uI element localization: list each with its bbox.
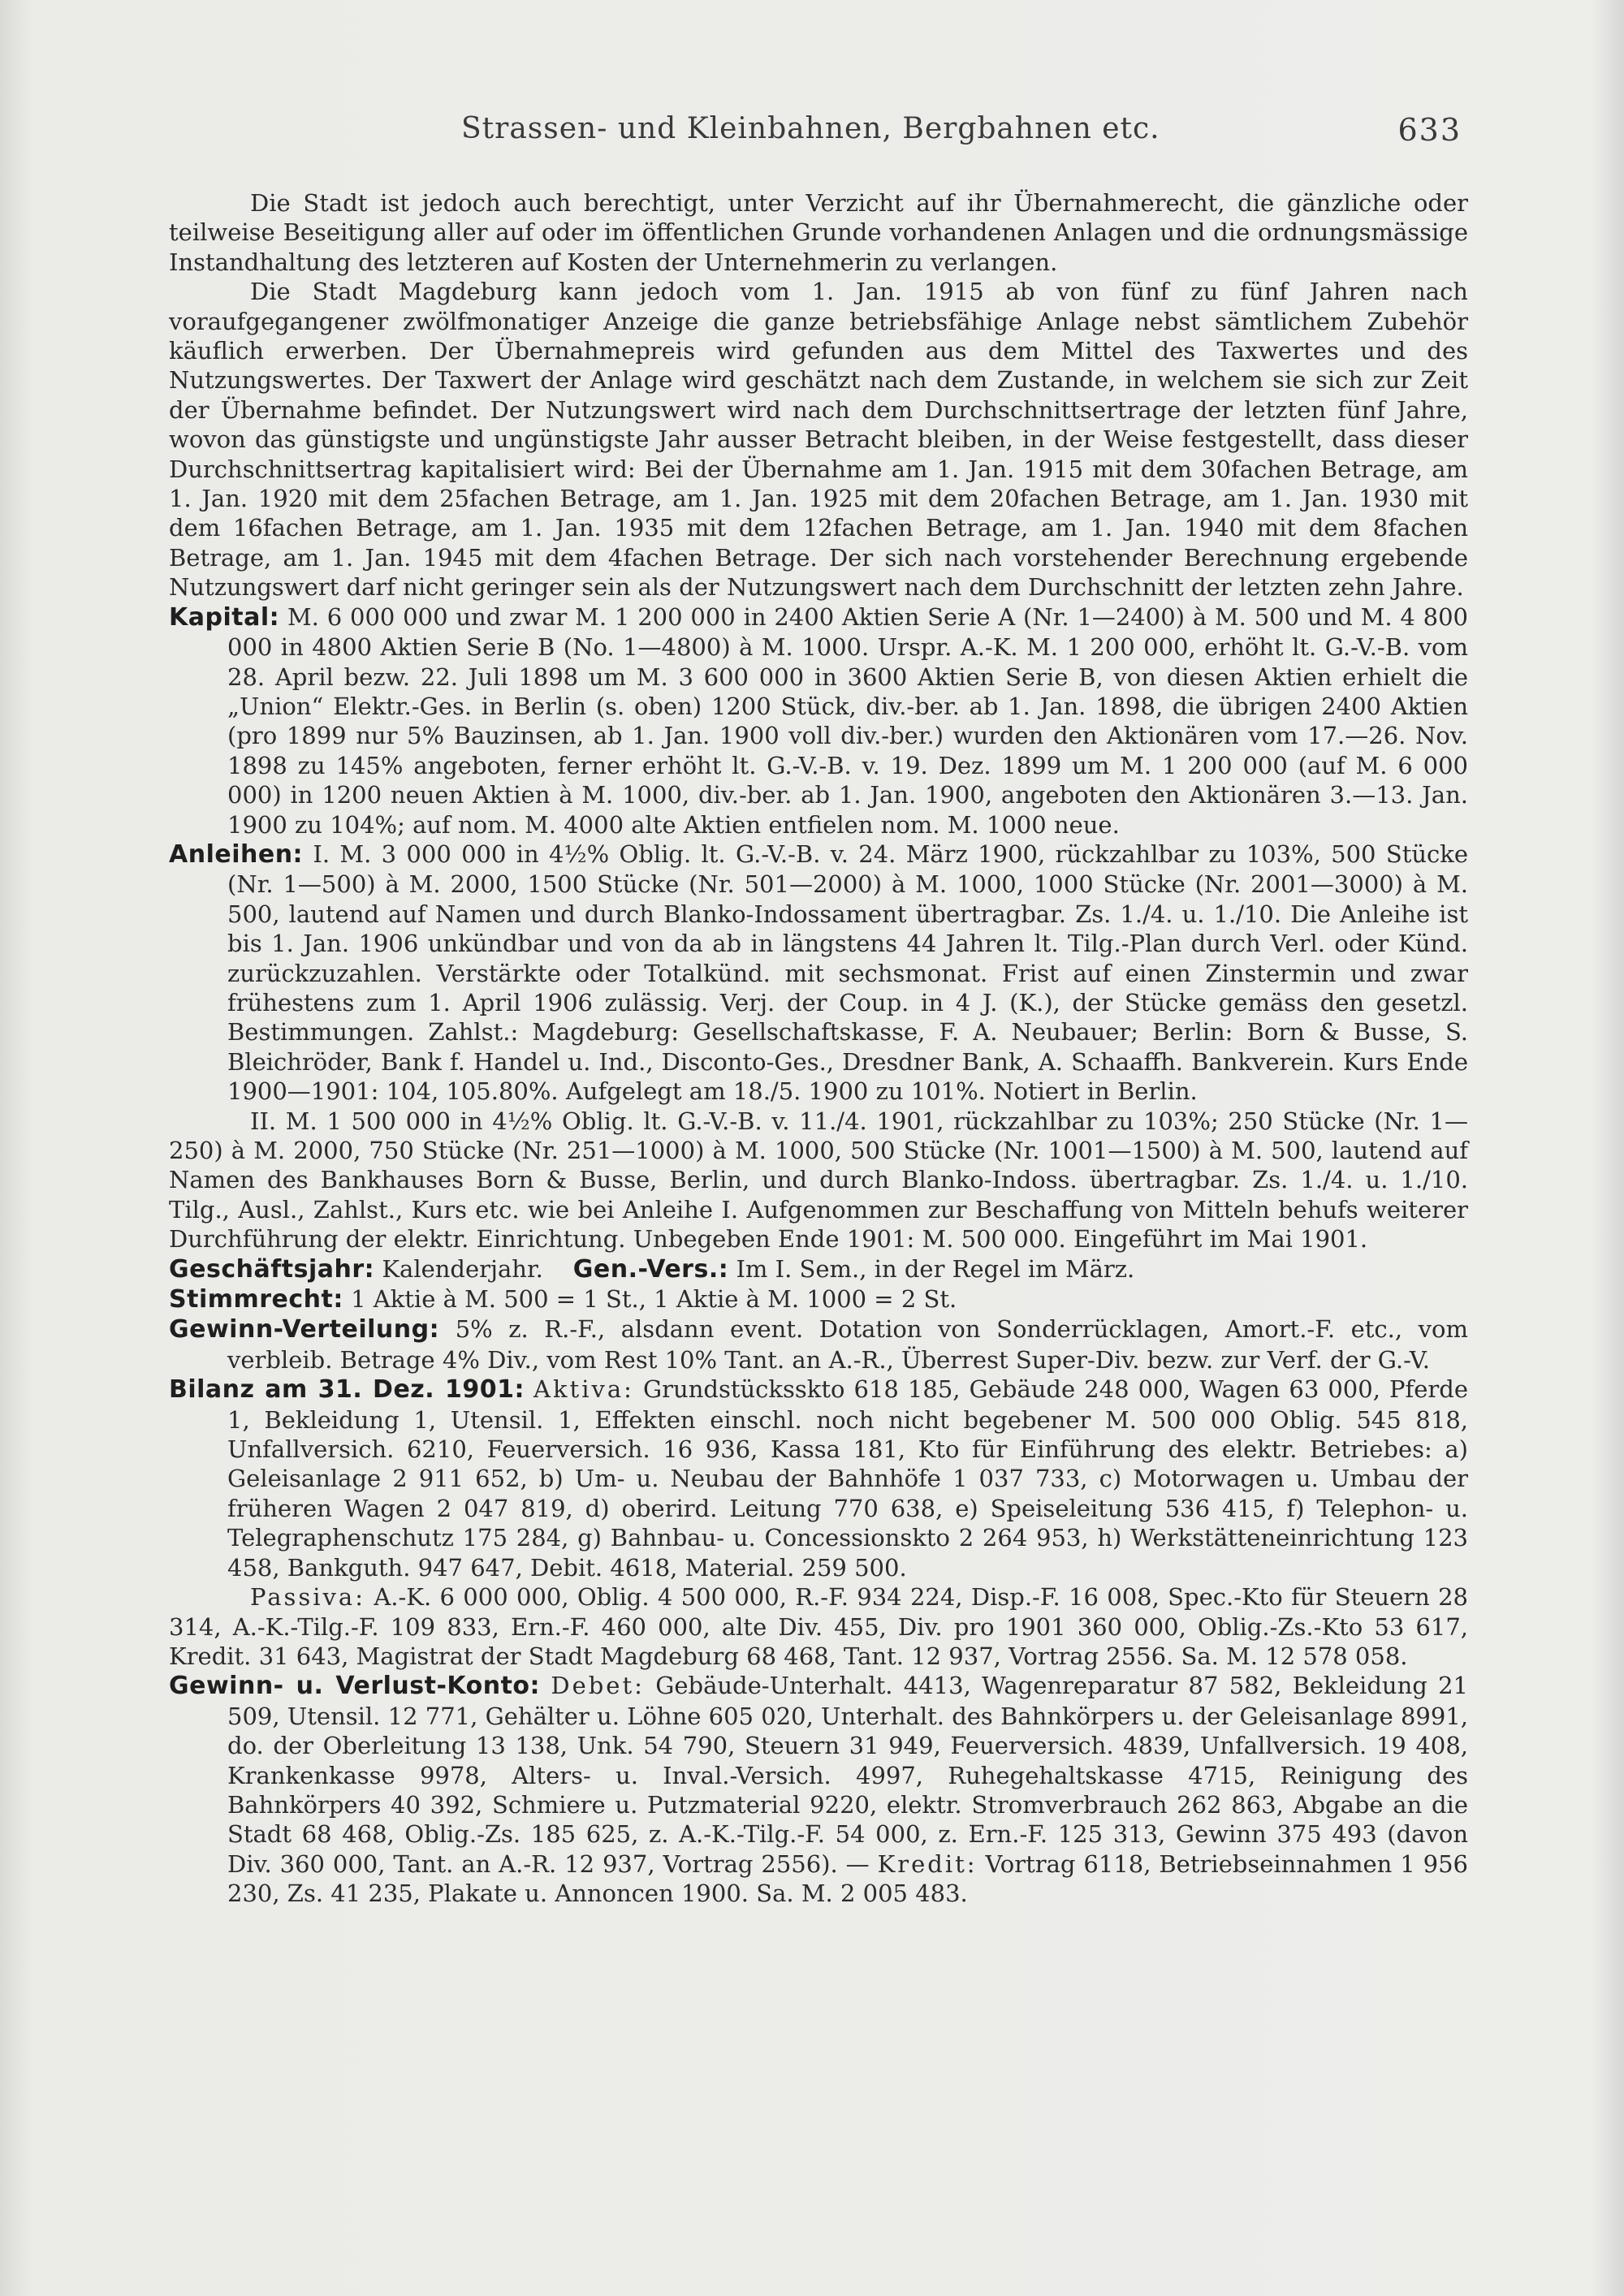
- page-number: 633: [1397, 112, 1462, 148]
- section-gewinn-verlust: [169, 1671, 1468, 1908]
- label-bilanz: Bilanz am 31. Dez. 1901:: [169, 1375, 525, 1405]
- section-stimmrecht: [169, 1284, 1468, 1314]
- label-debet: Debet:: [551, 1672, 645, 1700]
- label-kredit: Kredit:: [877, 1849, 978, 1878]
- section-gewinn-verteilung: [169, 1314, 1468, 1375]
- text-kapital: M. 6 000 000 und zwar M. 1 200 000 in 2400 Aktien Serie A (Nr. 1—2400) à M. 500 und M. 4 800 000 in 4800 Aktien Serie B (No. 1—4800) à M. 1000. Urspr. A.-K. M. 1 200 000, erhöht lt. G.-V.-B. vom 28. April bezw. 22. Juli 1898 um M. 3 600 000 in 3600 Aktien Serie B, von diesen Aktien erhielt die „Union“ Elektr.-Ges. in Berlin (s. oben) 1200 Stück, div.-ber. ab 1. Jan. 1898, die übrigen 2400 Aktien (pro 1899 nur 5% Bauzinsen, ab 1. Jan. 1900 voll div.-ber.) wurden den Aktionären vom 17.—26. Nov. 1898 zu 145% angeboten, ferner erhöht lt. G.-V.-B. v. 19. Dez. 1899 um M. 1 200 000 (auf M. 6 000 000) in 1200 neuen Aktien à M. 1000, div.-ber. ab 1. Jan. 1900, angeboten den Aktionären 3.—13. Jan. 1900 zu 104%; auf nom. M. 4000 alte Aktien entfielen nom. M. 1000 neue.: [227, 602, 1469, 839]
- label-aktiva: Aktiva:: [533, 1375, 634, 1404]
- header-title: Strassen- und Kleinbahnen, Bergbahnen etc.: [461, 112, 1160, 145]
- section-anleihe-2: [169, 1107, 1468, 1254]
- paragraph-takeover-right: Die Stadt ist jedoch auch berechtigt, unter Verzicht auf ihr Übernahmerecht, die gänzliche oder teilweise Beseitigung aller auf oder im öffentlichen Grunde vorhandenen Anlagen und die ordnungsmässige Instandhaltung des letzteren auf Kosten der Unternehmerin zu verlangen.: [169, 189, 1468, 276]
- label-gewinn-verlust: Gewinn- u. Verlust-Konto:: [169, 1672, 541, 1701]
- text-gen-vers: Im I. Sem., in der Regel im März.: [736, 1254, 1135, 1283]
- section-geschaeftsjahr: [169, 1254, 1468, 1284]
- text-geschaeftsjahr: Kalenderjahr.: [382, 1254, 543, 1283]
- text-anleihe-2: II. M. 1 500 000 in 4½% Oblig. lt. G.-V.-B. v. 11./4. 1901, rückzahlbar zu 103%; 250 Stücke (Nr. 1—250) à M. 2000, 750 Stücke (Nr. 251—1000) à M. 1000, 500 Stücke (Nr. 1001—1500) à M. 500, lautend auf Namen des Bankhauses Born & Busse, Berlin, und durch Blanko-Indoss. übertragbar. Zs. 1./4. u. 1./10. Tilg., Ausl., Zahlst., Kurs etc. wie bei Anleihe I. Aufgenommen zur Beschaffung von Mitteln behufs weiterer Durchführung der elektr. Einrichtung. Unbegeben Ende 1901: M. 500 000. Eingeführt im Mai 1901.: [169, 1107, 1468, 1254]
- label-geschaeftsjahr: Geschäftsjahr:: [169, 1254, 375, 1284]
- label-gewinn-verteilung: Gewinn-Verteilung:: [169, 1315, 440, 1344]
- section-anleihen: [169, 839, 1468, 1107]
- paragraph-purchase-terms: Die Stadt Magdeburg kann jedoch vom 1. Jan. 1915 ab von fünf zu fünf Jahren nach voraufgegangener zwölfmonatiger Anzeige die ganze betriebsfähige Anlage nebst sämtlichem Zubehör käuflich erwerben. Der Übernahmepreis wird gefunden aus dem Mittel des Taxwertes und des Nutzungswertes. Der Taxwert der Anlage wird geschätzt nach dem Zustande, in welchem sie sich zur Zeit der Übernahme befindet. Der Nutzungswert wird nach dem Durchschnittsertrage der letzten fünf Jahre, wovon das günstigste und ungünstigste Jahr ausser Betracht bleiben, in der Weise festgestellt, dass dieser Durchschnittsertrag kapitalisiert wird: Bei der Übernahme am 1. Jan. 1915 mit dem 30fachen Betrage, am 1. Jan. 1920 mit dem 25fachen Betrage, am 1. Jan. 1925 mit dem 20fachen Betrage, am 1. Jan. 1930 mit dem 16fachen Betrage, am 1. Jan. 1935 mit dem 12fachen Betrage, am 1. Jan. 1940 mit dem 8fachen Betrage, am 1. Jan. 1945 mit dem 4fachen Betrage. Der sich nach vorstehender Berechnung ergebende Nutzungswert darf nicht geringer sein als der Nutzungswert nach dem Durchschnitt der letzten zehn Jahre.: [169, 278, 1468, 602]
- section-kapital: [169, 602, 1468, 839]
- section-passiva: [169, 1582, 1468, 1671]
- text-gewinn-verteilung: 5% z. R.-F., alsdann event. Dotation von Sonderrücklagen, Amort.-F. etc., vom verbleib. Betrage 4% Div., vom Rest 10% Tant. an A.-R., Überrest Super-Div. bezw. zur Verf. der G.-V.: [227, 1315, 1468, 1374]
- label-gen-vers: Gen.-Vers.:: [572, 1254, 729, 1284]
- label-kapital: Kapital:: [169, 602, 280, 632]
- page-body: [169, 188, 1468, 1909]
- label-stimmrecht: Stimmrecht:: [169, 1285, 343, 1314]
- label-passiva: Passiva:: [250, 1583, 365, 1612]
- text-anleihe-1: I. M. 3 000 000 in 4½% Oblig. lt. G.-V.-B. v. 24. März 1900, rückzahlbar zu 103%, 500 Stücke (Nr. 1—500) à M. 2000, 1500 Stücke (Nr. 501—2000) à M. 1000, 1000 Stücke (Nr. 2001—3000) à M. 500, lautend auf Namen und durch Blanko-Indossament übertragbar. Zs. 1./4. u. 1./10. Die Anleihe ist bis 1. Jan. 1906 unkündbar und von da ab in längstens 44 Jahren lt. Tilg.-Plan durch Verl. oder Künd. zurückzuzahlen. Verstärkte oder Totalkünd. mit sechsmonat. Frist auf einen Zinstermin und zwar frühestens zum 1. April 1906 zulässig. Verj. der Coup. in 4 J. (K.), der Stücke gemäss den gesetzl. Bestimmungen. Zahlst.: Magdeburg: Gesellschaftskasse, F. A. Neubauer; Berlin: Born & Busse, S. Bleichröder, Bank f. Handel u. Ind., Disconto-Ges., Dresdner Bank, A. Schaaffh. Bankverein. Kurs Ende 1900—1901: 104, 105.80%. Aufgelegt am 18./5. 1900 zu 101%. Notiert in Berlin.: [227, 839, 1469, 1106]
- text-stimmrecht: 1 Aktie à M. 500 = 1 St., 1 Aktie à M. 1000 = 2 St.: [351, 1285, 957, 1314]
- running-header: [169, 112, 1462, 153]
- text-passiva: A.-K. 6 000 000, Oblig. 4 500 000, R.-F. 934 224, Disp.-F. 16 008, Spec.-Kto für Steuern 28 314, A.-K.-Tilg.-F. 109 833, Ern.-F. 460 000, alte Div. 455, Div. pro 1901 360 000, Oblig.-Zs.-Kto 53 617, Kredit. 31 643, Magistrat der Stadt Magdeburg 68 468, Tant. 12 937, Vortrag 2556. Sa. M. 12 578 058.: [169, 1583, 1469, 1670]
- text-kredit: Vortrag 6118, Betriebseinnahmen 1 956 230, Zs. 41 235, Plakate u. Annoncen 1900. Sa. M. 2 005 483.: [227, 1849, 1469, 1908]
- label-anleihen: Anleihen:: [169, 839, 304, 869]
- section-bilanz-aktiva: [169, 1375, 1468, 1582]
- text-aktiva: Grundstücksskto 618 185, Gebäude 248 000, Wagen 63 000, Pferde 1, Bekleidung 1, Utensil. 1, Effekten einschl. noch nicht begebener M. 500 000 Oblig. 545 818, Unfallversich. 6210, Feuerversich. 16 936, Kassa 181, Kto für Einführung des elektr. Betriebes: a) Geleisanlage 2 911 652, b) Um- u. Neubau der Bahnhöfe 1 037 733, c) Motorwagen u. Umbau der früheren Wagen 2 047 819, d) oberird. Leitung 770 638, e) Speiseleitung 536 415, f) Telephon- u. Telegraphenschutz 175 284, g) Bahnbau- u. Concessionskto 2 264 953, h) Werkstätteneinrichtung 123 458, Bankguth. 947 647, Debit. 4618, Material. 259 500.: [227, 1375, 1468, 1582]
- text-debet: Gebäude-Unterhalt. 4413, Wagenreparatur 87 582, Bekleidung 21 509, Utensil. 12 771, Gehälter u. Löhne 605 020, Unterhalt. des Bahnkörpers u. der Geleisanlage 8991, do. der Oberleitung 13 138, Unk. 54 790, Steuern 31 949, Feuerversich. 4839, Unfallversich. 19 408, Krankenkasse 9978, Alters- u. Inval.-Versich. 4997, Ruhegehaltskasse 4715, Reinigung des Bahnkörpers 40 392, Schmiere u. Putzmaterial 9220, elektr. Stromverbrauch 262 863, Abgabe an die Stadt 68 468, Oblig.-Zs. 185 625, z. A.-K.-Tilg.-F. 54 000, z. Ern.-F. 125 313, Gewinn 375 493 (davon Div. 360 000, Tant. an A.-R. 12 937, Vortrag 2556). —: [227, 1672, 1468, 1878]
